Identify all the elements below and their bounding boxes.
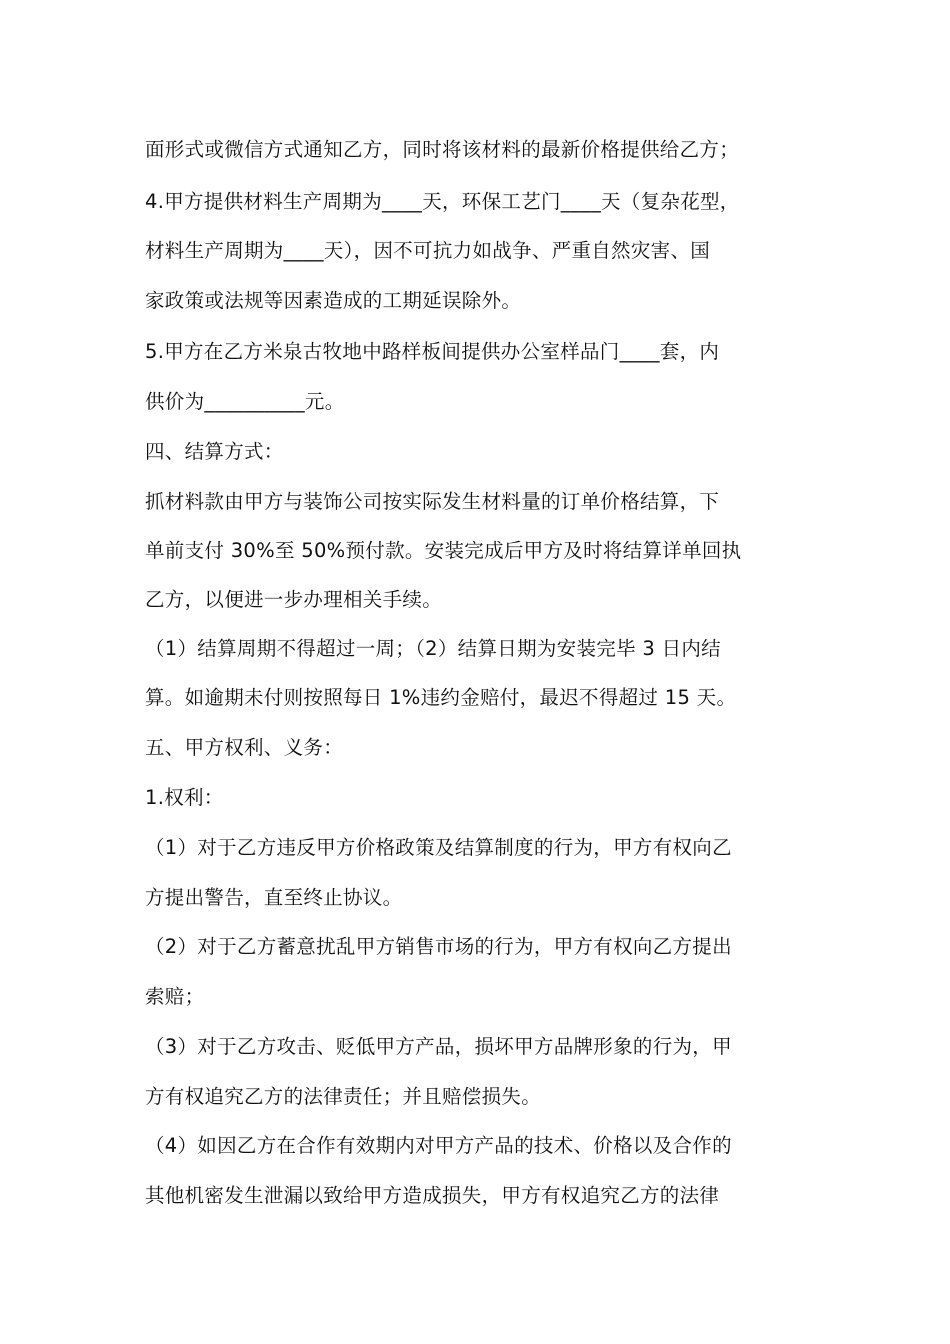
text-line: 乙方，以便进一步办理相关手续。 bbox=[145, 588, 443, 611]
text-line: 4.甲方提供材料生产周期为____天，环保工艺门____天（复杂花型， bbox=[145, 190, 740, 213]
section-heading: 四、结算方式： bbox=[145, 440, 284, 463]
text-line: 其他机密发生泄漏以致给甲方造成损失，甲方有权追究乙方的法律 bbox=[145, 1184, 720, 1207]
text-line: 家政策或法规等因素造成的工期延误除外。 bbox=[145, 289, 522, 312]
text-line: 单前支付 30%至 50%预付款。安装完成后甲方及时将结算详单回执 bbox=[145, 539, 742, 562]
section-heading: 五、甲方权利、义务： bbox=[145, 736, 344, 759]
text-line: （1）结算周期不得超过一周；（2）结算日期为安装完毕 3 日内结 bbox=[145, 637, 721, 660]
text-line: （4）如因乙方在合作有效期内对甲方产品的技术、价格以及合作的 bbox=[145, 1134, 732, 1157]
text-line: 供价为__________元。 bbox=[145, 390, 345, 413]
text-line: 面形式或微信方式通知乙方，同时将该材料的最新价格提供给乙方； bbox=[145, 138, 740, 161]
text-line: （1）对于乙方违反甲方价格政策及结算制度的行为，甲方有权向乙 bbox=[145, 836, 732, 859]
text-line: 方提出警告，直至终止协议。 bbox=[145, 886, 403, 909]
text-line: 材料生产周期为____天），因不可抗力如战争、严重自然灾害、国 bbox=[145, 239, 711, 262]
text-line: 方有权追究乙方的法律责任；并且赔偿损失。 bbox=[145, 1085, 542, 1108]
text-line: 索赔； bbox=[145, 985, 205, 1008]
text-line: （3）对于乙方攻击、贬低甲方产品，损坏甲方品牌形象的行为，甲 bbox=[145, 1035, 732, 1058]
text-line: 抓材料款由甲方与装饰公司按实际发生材料量的订单价格结算，下 bbox=[145, 490, 720, 513]
text-line: 5.甲方在乙方米泉古牧地中路样板间提供办公室样品门____套，内 bbox=[145, 340, 720, 363]
subsection-heading: 1.权利： bbox=[145, 786, 224, 809]
text-line: （2）对于乙方蓄意扰乱甲方销售市场的行为，甲方有权向乙方提出 bbox=[145, 935, 732, 958]
text-line: 算。如逾期未付则按照每日 1%违约金赔付，最迟不得超过 15 天。 bbox=[145, 686, 737, 709]
